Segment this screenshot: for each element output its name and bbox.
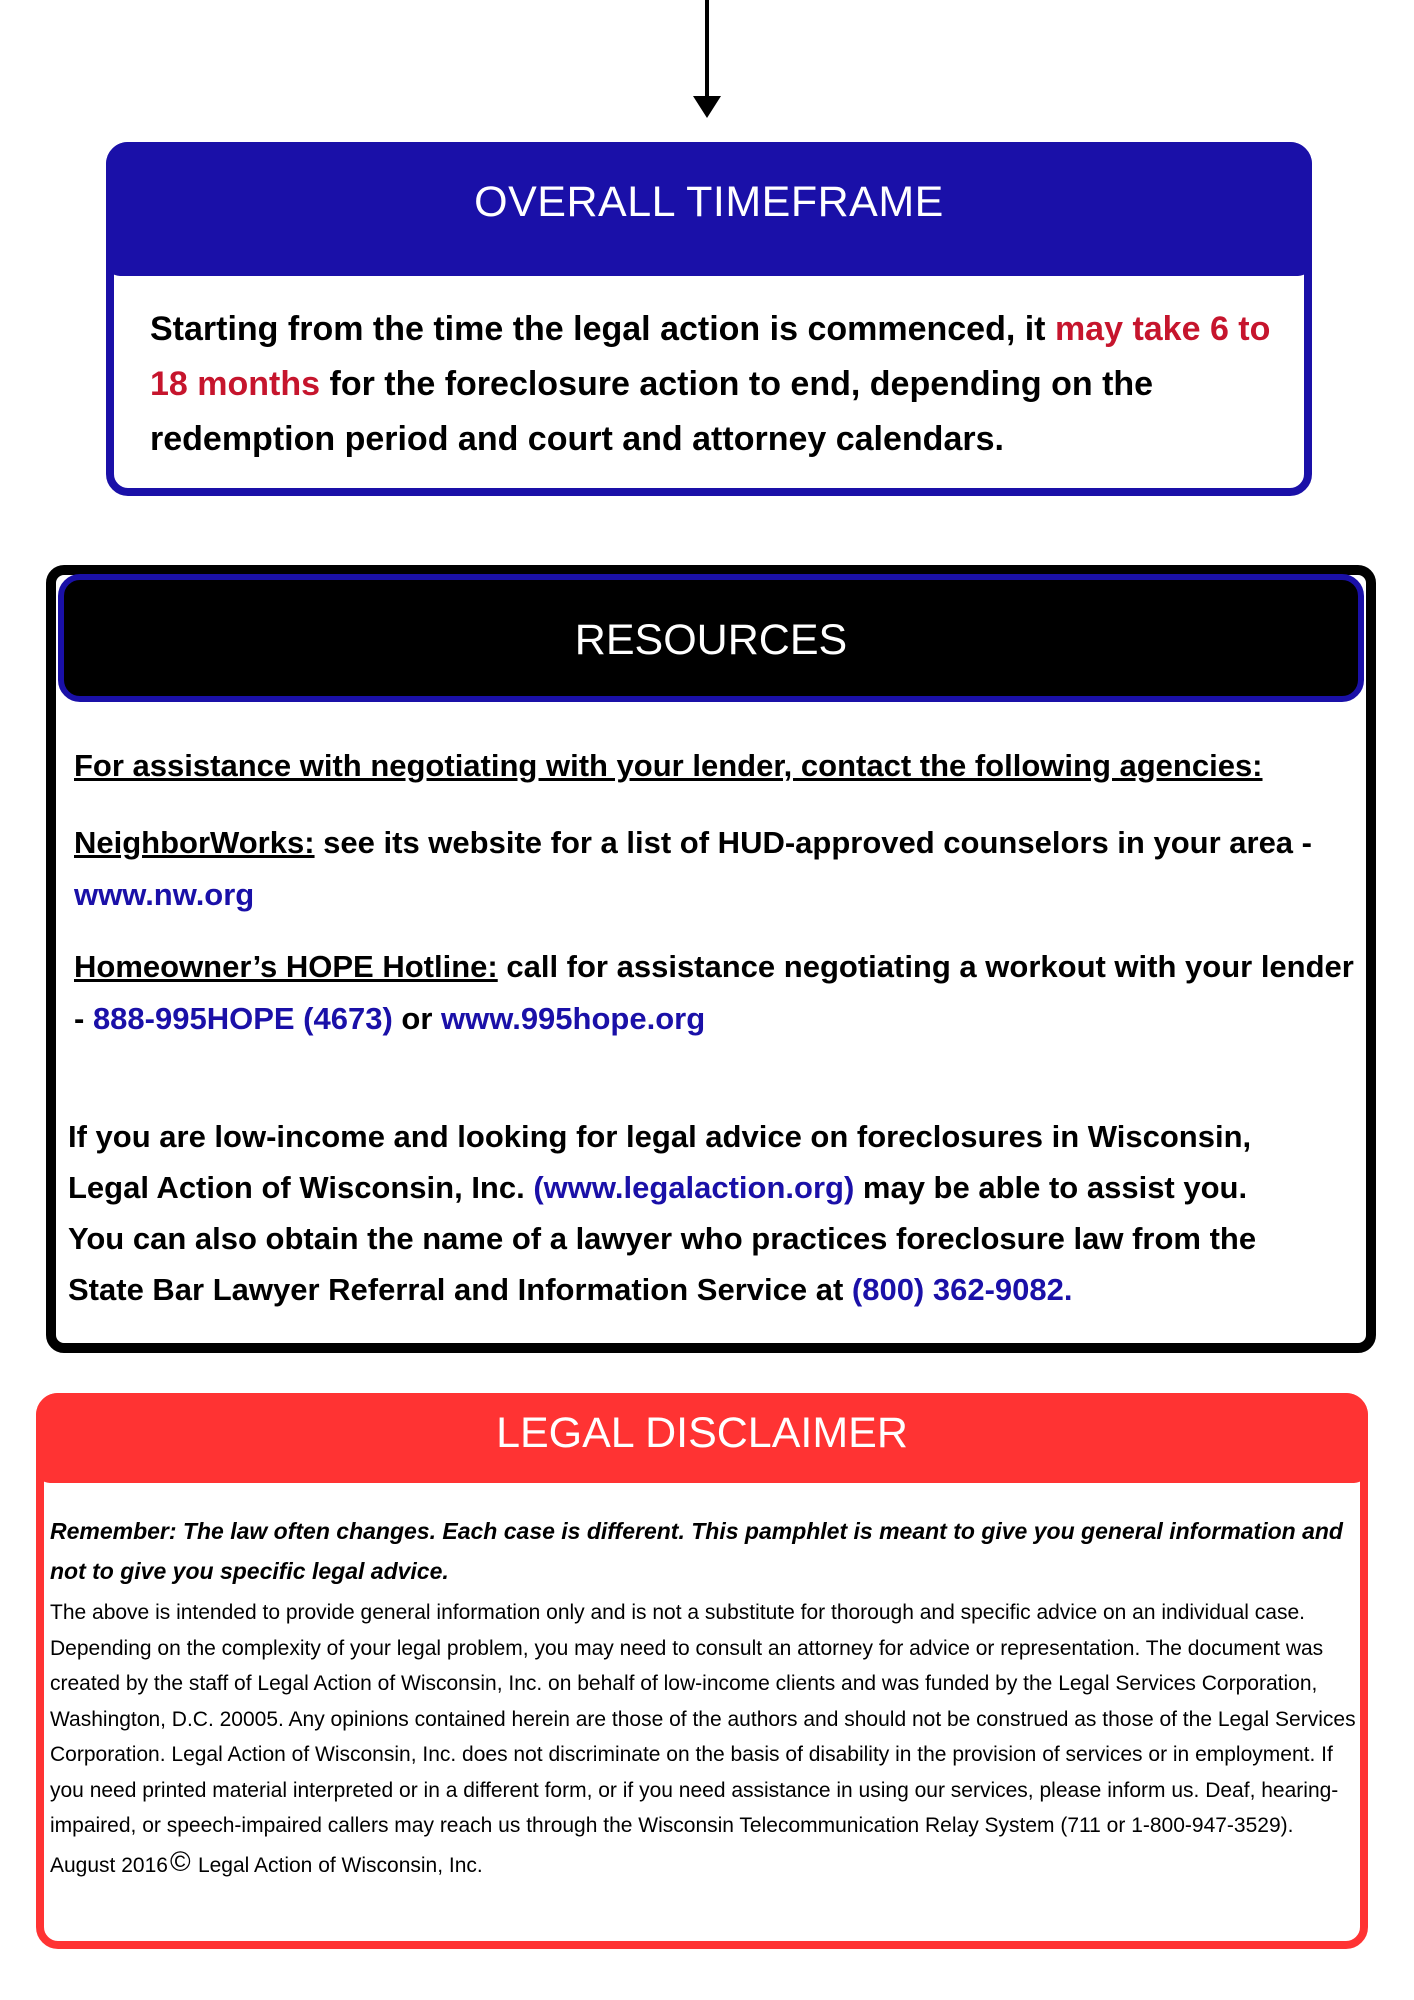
state-bar-text: State Bar Lawyer Referral and Information Service at — [68, 1272, 852, 1307]
publication-date: August 2016 — [50, 1853, 168, 1877]
timeframe-section — [106, 142, 1312, 496]
copyright-org: Legal Action of Wisconsin, Inc. — [197, 1853, 483, 1877]
hope-hotline-or: or — [392, 1001, 442, 1036]
neighborworks-entry — [74, 817, 1364, 921]
legal-action-paragraph — [68, 1111, 1358, 1315]
legal-action-line: If you are low-income and looking for legal advice on foreclosures in Wisconsin, — [68, 1119, 1252, 1154]
disclaimer-footer — [50, 1845, 1360, 1884]
state-bar-phone[interactable]: (800) 362-9082. — [851, 1272, 1073, 1307]
timeframe-text-start: Starting from the time the legal action is commenced, it — [150, 310, 1055, 348]
hope-hotline-text: call for assistance negotiating a workout with your lender - — [74, 949, 1354, 1036]
timeframe-highlight: may take 6 to 18 months — [150, 310, 1271, 403]
neighborworks-link[interactable]: www.nw.org — [74, 877, 255, 912]
legal-action-line — [68, 1264, 1358, 1315]
arrow-down-icon — [693, 96, 721, 118]
resources-content — [74, 745, 1364, 1065]
legal-action-line — [68, 1162, 1358, 1213]
timeframe-text — [150, 302, 1280, 467]
hope-hotline-entry — [74, 941, 1364, 1045]
disclaimer-body: The above is intended to provide general information only and is not a substitute for thorough and specific advice on an individual case. Depending on the complexity of your legal problem, you may need to consult an attorney for advice or representation. The document was created by the staff of Legal Action of Wisconsin, Inc. on behalf of low-income clients and was funded by the Legal Services Corporation, Washington, D.C. 20005. Any opinions contained herein are those of the authors and should not be construed as those of the Legal Services Corporation. Legal Action of Wisconsin, Inc. does not discriminate on the basis of disability in the provision of services or in employment. If you need printed material interpreted or in a different form, or if you need assistance in using our services, please inform us. Deaf, hearing-impaired, or speech-impaired callers may reach us through the Wisconsin Telecommunication Relay System (711 or 1-800-947-3529). — [50, 1601, 1356, 1837]
disclaimer-header — [36, 1393, 1368, 1483]
resources-title: RESOURCES — [574, 616, 848, 664]
legal-action-assist: may be able to assist you. — [854, 1170, 1248, 1205]
legal-action-org: Legal Action of Wisconsin, Inc. — [68, 1170, 534, 1205]
timeframe-header — [106, 142, 1312, 276]
resources-section — [46, 565, 1376, 1353]
remember-note: Remember: The law often changes. Each case is different. This pamphlet is meant to give you general information and not to give you specific legal advice. — [50, 1518, 1343, 1584]
timeframe-title: OVERALL TIMEFRAME — [474, 178, 944, 226]
disclaimer-content — [50, 1511, 1360, 1883]
flow-arrow-line — [705, 0, 709, 96]
neighborworks-name: NeighborWorks: — [74, 825, 315, 860]
timeframe-text-end: for the foreclosure action to end, depending on the redemption period and court and attorney calendars. — [150, 365, 1154, 458]
hope-hotline-name: Homeowner’s HOPE Hotline: — [74, 949, 498, 984]
copyright-symbol: © — [169, 1845, 191, 1877]
hope-hotline-link[interactable]: www.995hope.org — [441, 1001, 706, 1036]
hope-hotline-phone[interactable]: 888-995HOPE (4673) — [92, 1001, 393, 1036]
legal-action-link[interactable]: (www.legalaction.org) — [533, 1170, 855, 1205]
resources-header — [58, 574, 1364, 702]
legal-action-line: You can also obtain the name of a lawyer who practices foreclosure law from the — [68, 1221, 1257, 1256]
neighborworks-text: see its website for a list of HUD-approved counselors in your area - — [314, 825, 1312, 860]
disclaimer-title: LEGAL DISCLAIMER — [496, 1409, 908, 1457]
assistance-heading: For assistance with negotiating with your lender, contact the following agencies: — [74, 748, 1263, 783]
disclaimer-section — [36, 1393, 1368, 1949]
